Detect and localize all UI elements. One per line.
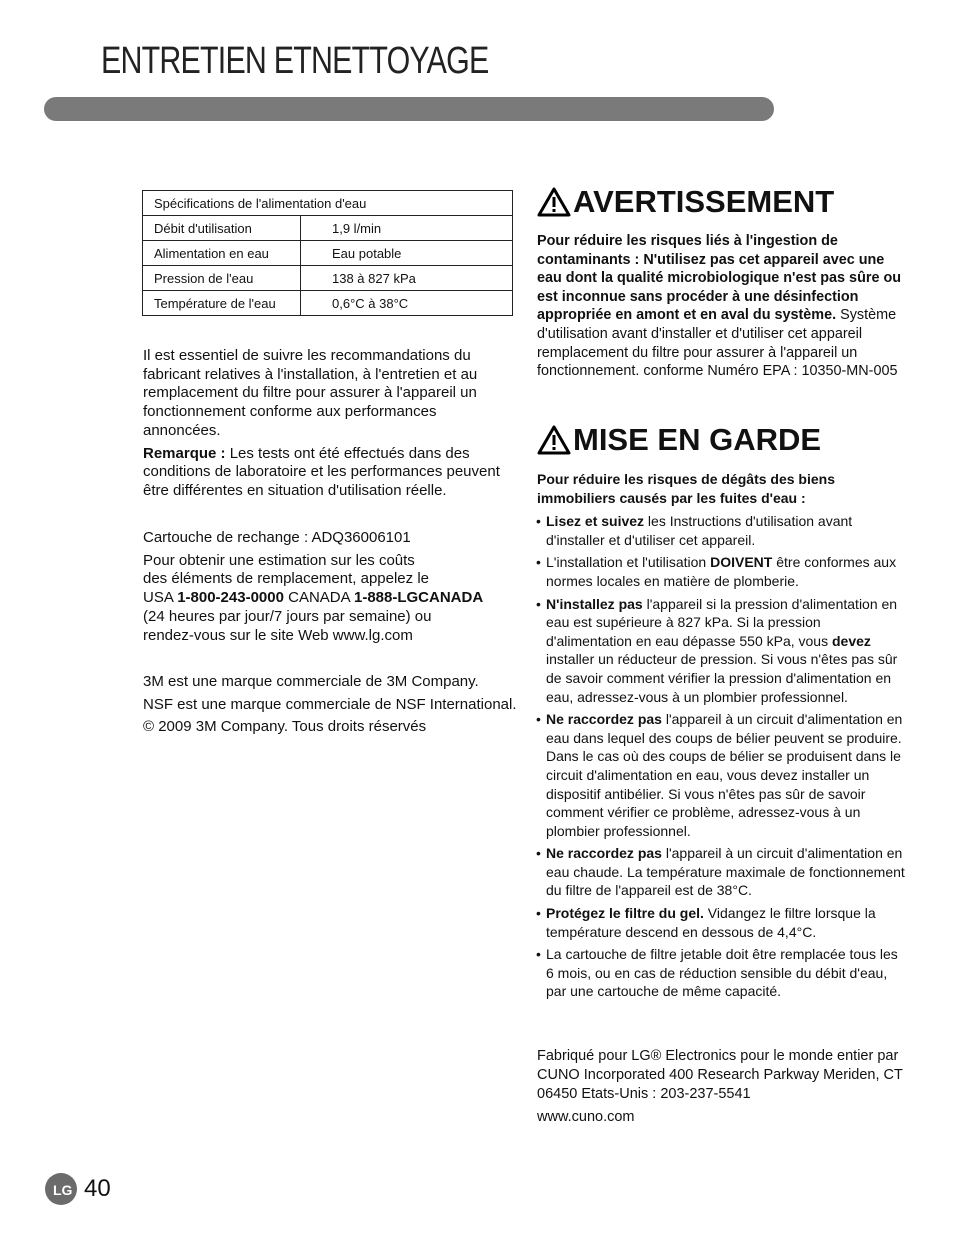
page-title: ENTRETIEN ETNETTOYAGE <box>101 40 489 82</box>
caution-section <box>537 422 907 1005</box>
list-item: • Protégez le filtre du gel. Vidangez le filtre lorsque la température descend en dessous de 4,4°C. <box>536 905 876 940</box>
filter-info <box>143 347 518 505</box>
table-row <box>143 291 513 316</box>
warning-triangle-icon <box>537 425 571 455</box>
table-cell: Pression de l'eau <box>143 266 301 291</box>
list-item: • N'installez pas l'appareil si la pression d'alimentation en eau est supérieure à 827 kPa. Si la pression d'alimentation en eau dépasse 550 kPa, vous devez installer un réducteur de pression. Si vous n'êtes pas sûr de savoir comment vérifier la pression d'alimentation en eau, adressez-vous à un plombier professionnel. <box>536 595 898 705</box>
lg-logo-mark <box>45 1173 77 1205</box>
remark-text: Les tests ont été effectués dans des conditions de laboratoire et les performances peuvent être différentes en situation d'utilisation réelle. <box>143 444 500 499</box>
caution-intro: Pour réduire les risques de dégâts des biens immobiliers causés par les fuites d'eau : <box>537 471 835 506</box>
warning-text: Système d'utilisation avant d'installer et d'utiliser cet appareil remplacement du filtre pour assurer à l'appareil un fonctionnement. conforme Numéro EPA : 10350-MN-005 <box>537 307 898 380</box>
table-row <box>143 191 513 216</box>
cost-line: (24 heures par jour/7 jours par semaine) ou <box>143 607 432 625</box>
table-caption: Spécifications de l'alimentation d'eau <box>143 191 513 216</box>
table-row <box>143 241 513 266</box>
page-number: 40 <box>84 1175 111 1202</box>
warning-heading <box>537 184 907 220</box>
table-cell: 1,9 l/min <box>301 216 513 241</box>
warning-body <box>537 232 907 381</box>
table-cell: Débit d'utilisation <box>143 216 301 241</box>
remark-paragraph <box>143 445 518 501</box>
table-row <box>143 216 513 241</box>
manufacturer-info <box>537 1047 917 1131</box>
usa-phone: 1-800-243-0000 <box>177 589 284 607</box>
manufacturer-text: Fabriqué pour LG® Electronics pour le monde entier par CUNO Incorporated 400 Research Parkway Meriden, CT 06450 Etats-Unis : 203-237-5541 <box>537 1048 903 1102</box>
caution-title: MISE EN GARDE <box>573 422 822 457</box>
table-cell: 0,6°C à 38°C <box>301 291 513 316</box>
spec-table <box>142 190 513 316</box>
table-cell: Alimentation en eau <box>143 241 301 266</box>
cartridge-text: Cartouche de rechange : ADQ36006101 <box>143 529 411 546</box>
caution-heading <box>537 422 907 458</box>
canada-phone: 1-888-LGCANADA <box>353 589 484 607</box>
list-item: • Lisez et suivez les Instructions d'utilisation avant d'installer et d'utiliser cet appareil. <box>536 513 853 548</box>
intro-paragraph: Il est essentiel de suivre les recommandations du fabricant relatives à l'installation, à l'entretien et au remplacement du filtre pour assurer à l'appareil un fonctionnement conforme aux performances annoncées. <box>143 347 478 439</box>
warning-bold-text: Pour réduire les risques liés à l'ingestion de contaminants : N'utilisez pas cet appareil avec une eau dont la qualité microbiologique n'est pas sûre ou est inconnue sans procéder à une désinfection appropriée en amont et en aval du système. <box>537 233 902 324</box>
cost-line: rendez-vous sur le site Web www.lg.com <box>143 626 413 644</box>
trademark-3m: 3M est une marque commerciale de 3M Company. <box>143 673 479 690</box>
replacement-info <box>143 529 518 645</box>
phone-line <box>143 589 518 608</box>
logo-text: LG <box>53 1182 73 1198</box>
copyright: © 2009 3M Company. Tous droits réservés <box>143 718 427 736</box>
trademark-info <box>143 673 518 741</box>
lg-logo-icon <box>45 1173 77 1205</box>
canada-label: CANADA <box>283 589 354 607</box>
remark-label: Remarque : <box>143 444 226 462</box>
header-bar <box>44 97 774 121</box>
cost-line: des éléments de remplacement, appelez le <box>143 570 429 588</box>
warning-title: AVERTISSEMENT <box>573 184 835 219</box>
cost-line: Pour obtenir une estimation sur les coûts <box>143 551 415 569</box>
usa-label: USA <box>143 589 178 607</box>
warning-section <box>537 184 907 381</box>
table-row <box>143 266 513 291</box>
list-item: • La cartouche de filtre jetable doit être remplacée tous les 6 mois, ou en cas de réduction sensible du débit d'eau, par une cartouche de même capacité. <box>536 946 898 1000</box>
table-cell: Température de l'eau <box>143 291 301 316</box>
table-cell: Eau potable <box>301 241 513 266</box>
list-item: • Ne raccordez pas l'appareil à un circuit d'alimentation en eau chaude. La température maximale de fonctionnement du filtre de l'appareil est de 38°C. <box>536 845 905 899</box>
warning-triangle-icon <box>537 187 571 217</box>
trademark-nsf: NSF est une marque commerciale de NSF International. <box>143 695 517 713</box>
caution-list <box>537 512 907 1001</box>
table-cell: 138 à 827 kPa <box>301 266 513 291</box>
manufacturer-website: www.cuno.com <box>537 1109 635 1125</box>
list-item: • L'installation et l'utilisation DOIVENT être conformes aux normes locales en matière de plomberie. <box>536 554 897 589</box>
list-item: • Ne raccordez pas l'appareil à un circuit d'alimentation en eau dans lequel des coups de bélier peuvent se produire. Dans le cas où des coups de bélier se produisent dans le circuit d'alimentation en eau, vous devez installer un dispositif antibélier. Si vous n'êtes pas sûr de savoir comment vérifier ce problème, adressez-vous à un plombier professionnel. <box>536 711 903 839</box>
